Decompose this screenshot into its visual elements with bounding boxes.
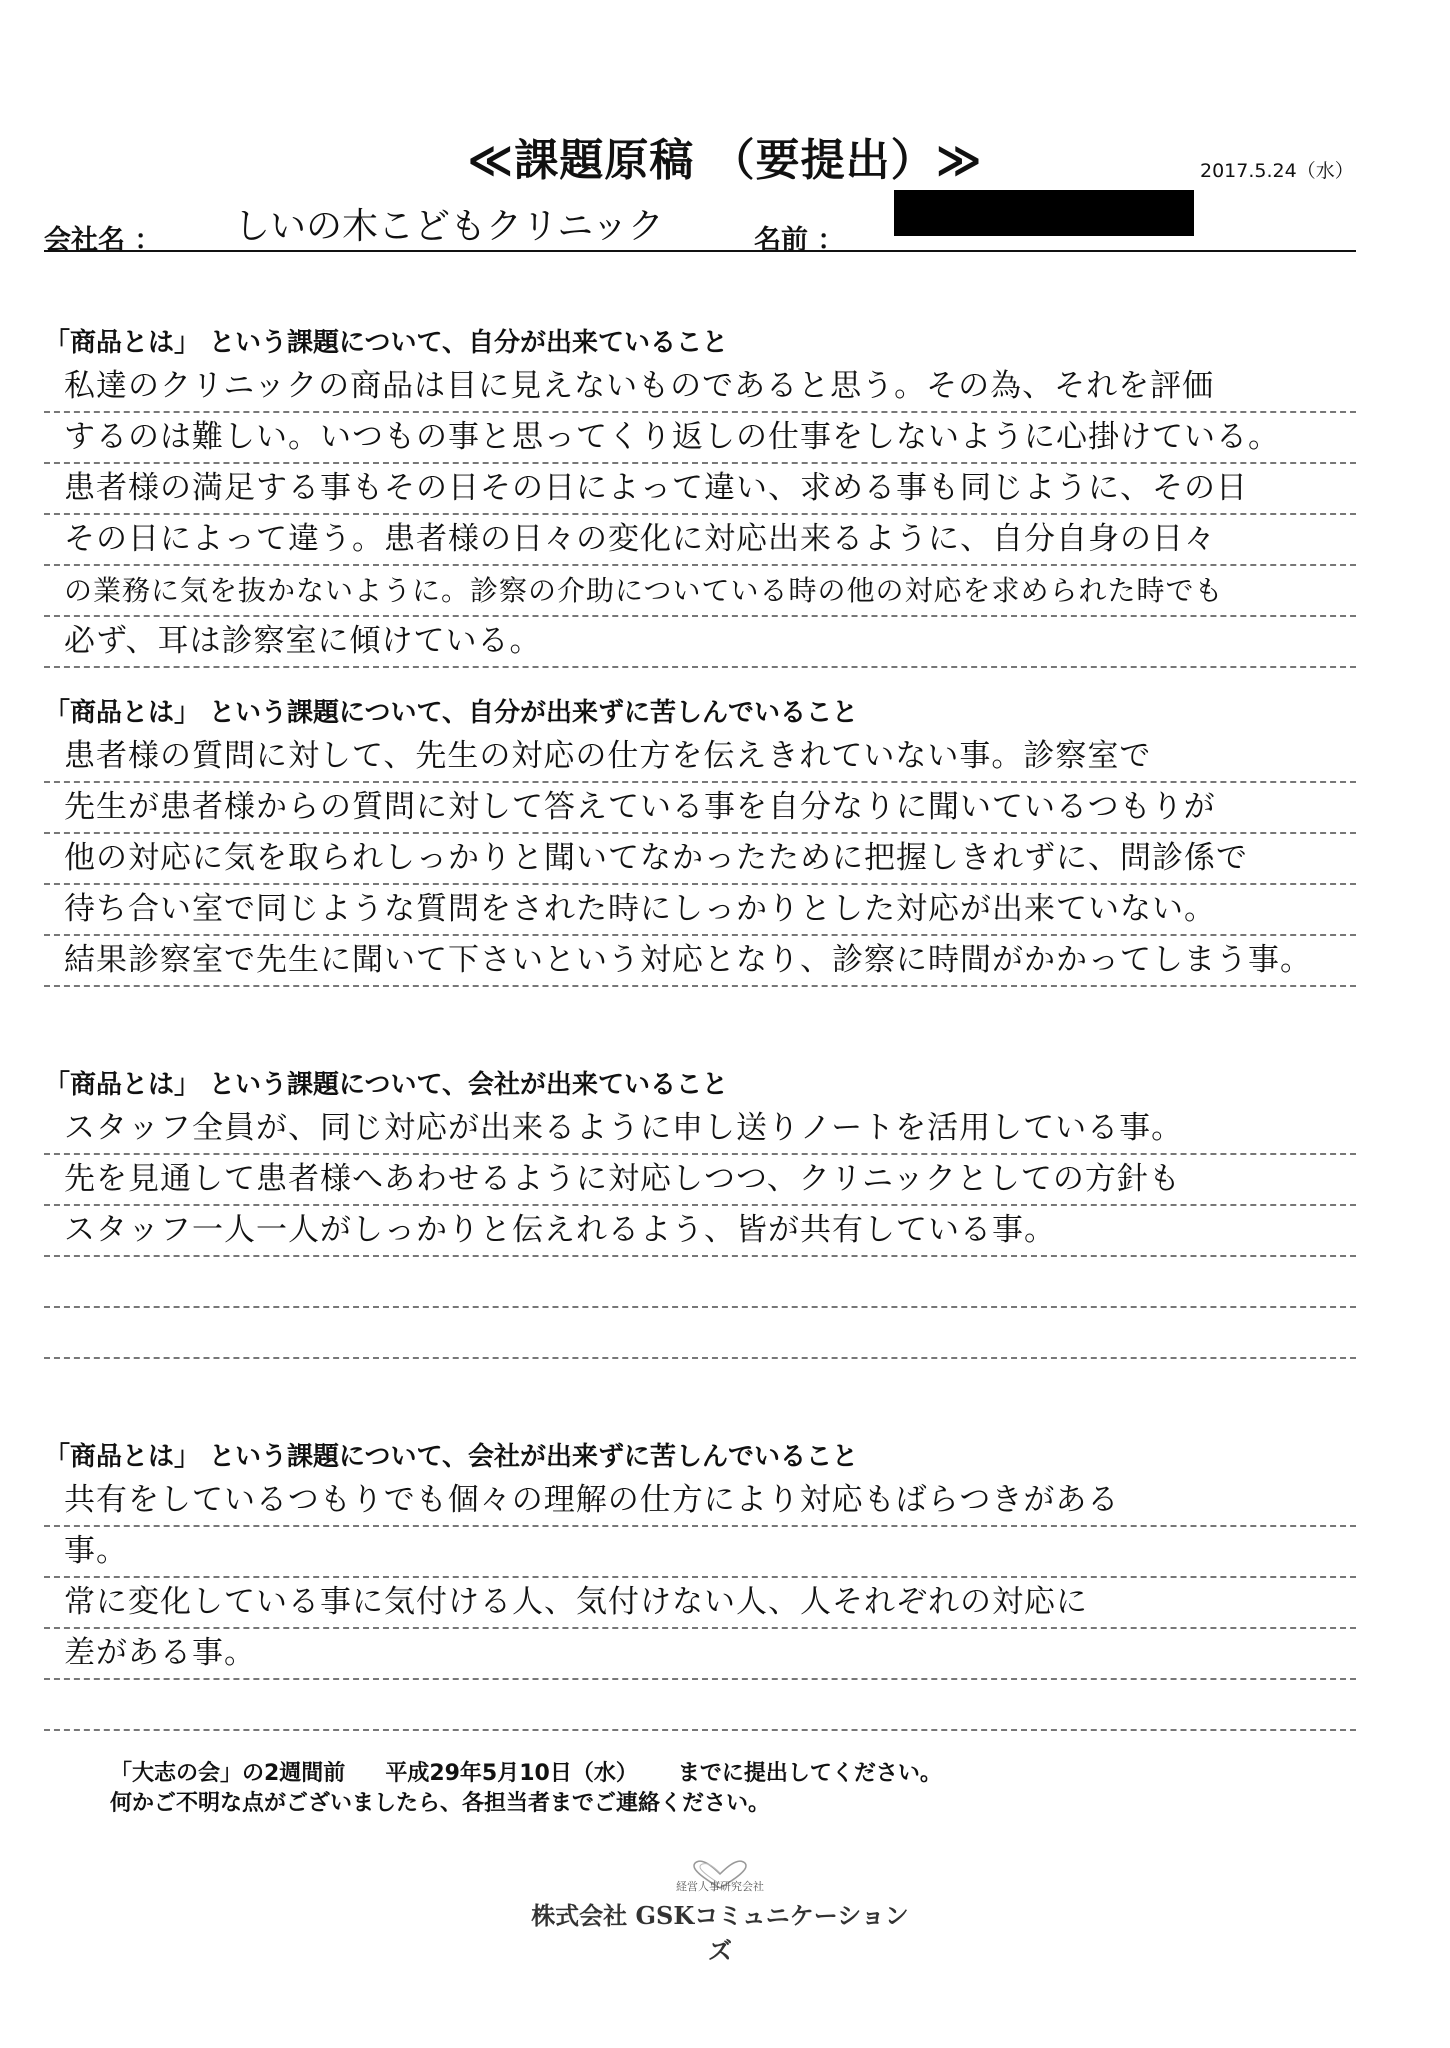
company-value: しいの木こどもクリニック xyxy=(234,206,664,247)
answer-text: 先を見通して患者様へあわせるように対応しつつ、クリニックとしての方針も xyxy=(64,1161,1181,1197)
answer-line xyxy=(44,1206,1356,1257)
answer-line xyxy=(44,936,1356,987)
document-title: ≪課題原稿 （要提出）≫ xyxy=(467,135,983,186)
logo-company-name: 株式会社 GSKコミュニケーションズ xyxy=(531,1901,909,1965)
answer-line xyxy=(44,1578,1356,1629)
answer-line xyxy=(44,1308,1356,1359)
answer-text: 結果診察室で先生に聞いて下さいという対応となり、診察に時間がかかってしまう事。 xyxy=(64,942,1312,978)
document-date: 2017.5.24（水） xyxy=(1200,160,1354,182)
answer-line xyxy=(44,1527,1356,1578)
answer-text: 待ち合い室で同じような質問をされた時にしっかりとした対応が出来ていない。 xyxy=(64,891,1216,927)
answer-text: 差がある事。 xyxy=(64,1635,256,1671)
answer-line xyxy=(44,1680,1356,1731)
answer-text: 事。 xyxy=(64,1533,128,1569)
name-label: 名前 ： xyxy=(754,225,845,256)
answer-line xyxy=(44,1476,1356,1527)
answer-text: 患者様の満足する事もその日その日によって違い、求める事も同じように、その日 xyxy=(64,470,1248,506)
answer-text: 常に変化している事に気付ける人、気付けない人、人それぞれの対応に xyxy=(64,1584,1088,1620)
answer-line xyxy=(44,515,1356,566)
answer-line xyxy=(44,413,1356,464)
answer-text: 必ず、耳は診察室に傾けている。 xyxy=(64,623,542,659)
answer-lines xyxy=(44,362,1356,668)
answer-text: の業務に気を抜かないように。診察の介助についている時の他の対応を求められた時でも xyxy=(64,574,1224,607)
answer-text: スタッフ全員が、同じ対応が出来るように申し送りノートを活用している事。 xyxy=(64,1110,1184,1146)
answer-line xyxy=(44,1629,1356,1680)
company-logo xyxy=(520,1860,920,1965)
answer-line xyxy=(44,783,1356,834)
answer-line xyxy=(44,464,1356,515)
footer-submit-text: までに提出してください。 xyxy=(677,1761,942,1786)
section-heading: 「商品とは」 という課題について、会社が出来ていること xyxy=(44,1070,729,1100)
answer-text: スタッフ一人一人がしっかりと伝えれるよう、皆が共有している事。 xyxy=(64,1212,1056,1248)
answer-line xyxy=(44,362,1356,413)
answer-lines xyxy=(44,1104,1356,1359)
footer-deadline-line xyxy=(110,1756,942,1787)
answer-text: 私達のクリニックの商品は目に見えないものであると思う。その為、それを評価 xyxy=(64,368,1215,404)
answer-line xyxy=(44,732,1356,783)
section-heading: 「商品とは」 という課題について、会社が出来ずに苦しんでいること xyxy=(44,1442,859,1472)
logo-subtext: 経営人事研究会社 xyxy=(676,1880,764,1893)
answer-line xyxy=(44,1104,1356,1155)
header-row xyxy=(44,198,1356,256)
answer-line xyxy=(44,1155,1356,1206)
answer-line xyxy=(44,885,1356,936)
section-heading: 「商品とは」 という課題について、自分が出来ずに苦しんでいること xyxy=(44,698,859,728)
company-label: 会社名 ： xyxy=(44,225,162,256)
answer-text: 患者様の質問に対して、先生の対応の仕方を伝えきれていない事。診察室で xyxy=(64,738,1152,774)
name-redaction-bar xyxy=(894,190,1194,236)
answer-text: 先生が患者様からの質問に対して答えている事を自分なりに聞いているつもりが xyxy=(64,789,1216,825)
answer-line xyxy=(44,834,1356,885)
answer-text: その日によって違う。患者様の日々の変化に対応出来るように、自分自身の日々 xyxy=(64,521,1216,557)
section-heading: 「商品とは」 という課題について、自分が出来ていること xyxy=(44,328,729,358)
answer-text: 共有をしているつもりでも個々の理解の仕方により対応もばらつきがある xyxy=(64,1482,1120,1518)
answer-lines xyxy=(44,1476,1356,1731)
answer-lines xyxy=(44,732,1356,987)
answer-line xyxy=(44,1257,1356,1308)
answer-line xyxy=(44,617,1356,668)
answer-line xyxy=(44,566,1356,617)
footer-event-text: 「大志の会」の2週間前 xyxy=(110,1761,346,1786)
footer-contact-line: 何かご不明な点がございましたら、各担当者までご連絡ください。 xyxy=(110,1791,771,1816)
footer-deadline-date: 平成29年5月10日（水） xyxy=(385,1761,638,1786)
answer-text: するのは難しい。いつもの事と思ってくり返しの仕事をしないように心掛けている。 xyxy=(64,419,1280,455)
answer-text: 他の対応に気を取られしっかりと聞いてなかったために把握しきれずに、問診係で xyxy=(64,840,1248,876)
